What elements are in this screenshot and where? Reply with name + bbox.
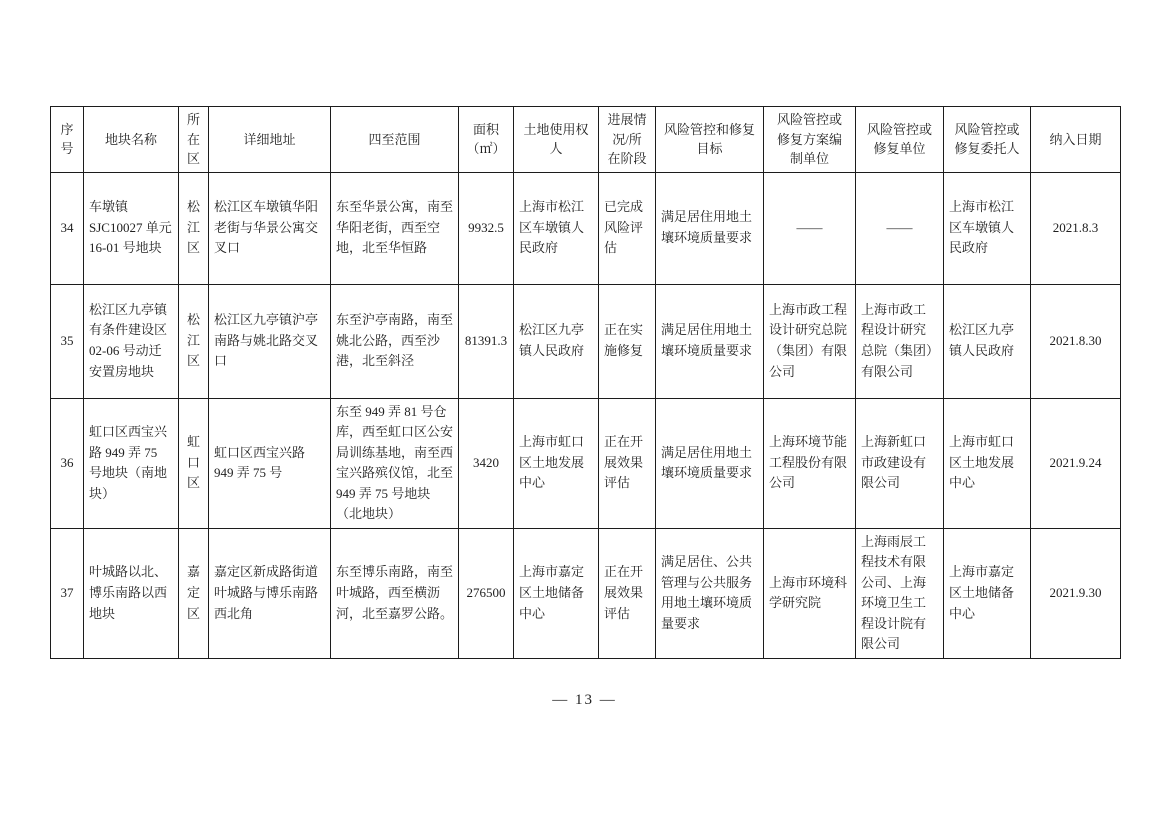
cell-address: 松江区车墩镇华阳老街与华景公寓交叉口 — [209, 172, 331, 284]
cell-remediation-target: 满足居住、公共管理与公共服务用地土壤环境质量要求 — [656, 528, 764, 658]
column-header-district: 所在区 — [179, 107, 209, 173]
cell-land-rights-holder: 上海市嘉定区土地储备中心 — [514, 528, 599, 658]
column-header-remediation-target: 风险管控和修复目标 — [656, 107, 764, 173]
column-header-plan-author-unit: 风险管控或修复方案编制单位 — [764, 107, 856, 173]
cell-inclusion-date: 2021.9.30 — [1031, 528, 1121, 658]
cell-area: 276500 — [459, 528, 514, 658]
cell-remediation-unit: —— — [856, 172, 944, 284]
column-header-inclusion-date: 纳入日期 — [1031, 107, 1121, 173]
column-header-parcel-name: 地块名称 — [84, 107, 179, 173]
cell-remediation-target: 满足居住用地土壤环境质量要求 — [656, 284, 764, 398]
table-row-36 — [51, 398, 1121, 528]
cell-progress-stage: 正在开展效果评估 — [599, 528, 656, 658]
cell-district: 松江区 — [179, 172, 209, 284]
cell-district: 松江区 — [179, 284, 209, 398]
cell-inclusion-date: 2021.9.24 — [1031, 398, 1121, 528]
cell-parcel-name: 虹口区西宝兴路 949 弄 75 号地块（南地块） — [84, 398, 179, 528]
column-header-remediation-unit: 风险管控或修复单位 — [856, 107, 944, 173]
cell-progress-stage: 已完成风险评估 — [599, 172, 656, 284]
cell-progress-stage: 正在开展效果评估 — [599, 398, 656, 528]
cell-area: 9932.5 — [459, 172, 514, 284]
cell-seq: 36 — [51, 398, 84, 528]
cell-land-rights-holder: 上海市松江区车墩镇人民政府 — [514, 172, 599, 284]
cell-parcel-name: 叶城路以北、博乐南路以西地块 — [84, 528, 179, 658]
cell-land-rights-holder: 上海市虹口区土地发展中心 — [514, 398, 599, 528]
column-header-boundaries: 四至范围 — [331, 107, 459, 173]
cell-address: 嘉定区新成路街道叶城路与博乐南路西北角 — [209, 528, 331, 658]
cell-progress-stage: 正在实施修复 — [599, 284, 656, 398]
cell-seq: 35 — [51, 284, 84, 398]
cell-address: 虹口区西宝兴路 949 弄 75 号 — [209, 398, 331, 528]
column-header-progress-stage: 进展情况/所在阶段 — [599, 107, 656, 173]
cell-remediation-target: 满足居住用地土壤环境质量要求 — [656, 398, 764, 528]
table-row-34 — [51, 172, 1121, 284]
cell-address: 松江区九亭镇沪亭南路与姚北路交叉口 — [209, 284, 331, 398]
cell-boundaries: 东至博乐南路，南至叶城路，西至横沥河，北至嘉罗公路。 — [331, 528, 459, 658]
cell-land-rights-holder: 松江区九亭镇人民政府 — [514, 284, 599, 398]
cell-plan-author-unit: —— — [764, 172, 856, 284]
cell-remediation-target: 满足居住用地土壤环境质量要求 — [656, 172, 764, 284]
cell-boundaries: 东至华景公寓，南至华阳老街，西至空地，北至华恒路 — [331, 172, 459, 284]
cell-plan-author-unit: 上海市环境科学研究院 — [764, 528, 856, 658]
cell-parcel-name: 松江区九亭镇有条件建设区 02-06 号动迁安置房地块 — [84, 284, 179, 398]
table-row-35 — [51, 284, 1121, 398]
column-header-land-rights-holder: 土地使用权人 — [514, 107, 599, 173]
cell-parcel-name: 车墩镇 SJC10027 单元 16-01 号地块 — [84, 172, 179, 284]
cell-commissioning-party: 上海市虹口区土地发展中心 — [944, 398, 1031, 528]
cell-district: 嘉定区 — [179, 528, 209, 658]
cell-plan-author-unit: 上海市政工程设计研究总院（集团）有限公司 — [764, 284, 856, 398]
cell-commissioning-party: 上海市嘉定区土地储备中心 — [944, 528, 1031, 658]
column-header-area: 面积（㎡） — [459, 107, 514, 173]
cell-commissioning-party: 上海市松江区车墩镇人民政府 — [944, 172, 1031, 284]
cell-remediation-unit: 上海市政工程设计研究总院（集团）有限公司 — [856, 284, 944, 398]
cell-remediation-unit: 上海雨辰工程技术有限公司、上海环境卫生工程设计院有限公司 — [856, 528, 944, 658]
table-row-37 — [51, 528, 1121, 658]
cell-boundaries: 东至 949 弄 81 号仓库，西至虹口区公安局训练基地，南至西宝兴路殡仪馆，北至 949 弄 75 号地块（北地块） — [331, 398, 459, 528]
column-header-commissioning-party: 风险管控或修复委托人 — [944, 107, 1031, 173]
cell-plan-author-unit: 上海环境节能工程股份有限公司 — [764, 398, 856, 528]
cell-inclusion-date: 2021.8.3 — [1031, 172, 1121, 284]
parcel-table — [50, 106, 1121, 659]
column-header-address: 详细地址 — [209, 107, 331, 173]
cell-area: 81391.3 — [459, 284, 514, 398]
cell-district: 虹口区 — [179, 398, 209, 528]
cell-boundaries: 东至沪亭南路，南至姚北公路，西至沙港，北至斜泾 — [331, 284, 459, 398]
cell-inclusion-date: 2021.8.30 — [1031, 284, 1121, 398]
page-number: — 13 — — [552, 692, 617, 708]
cell-remediation-unit: 上海新虹口市政建设有限公司 — [856, 398, 944, 528]
cell-seq: 34 — [51, 172, 84, 284]
cell-area: 3420 — [459, 398, 514, 528]
column-header-seq: 序号 — [51, 107, 84, 173]
cell-commissioning-party: 松江区九亭镇人民政府 — [944, 284, 1031, 398]
table-header-row — [51, 107, 1121, 173]
cell-seq: 37 — [51, 528, 84, 658]
